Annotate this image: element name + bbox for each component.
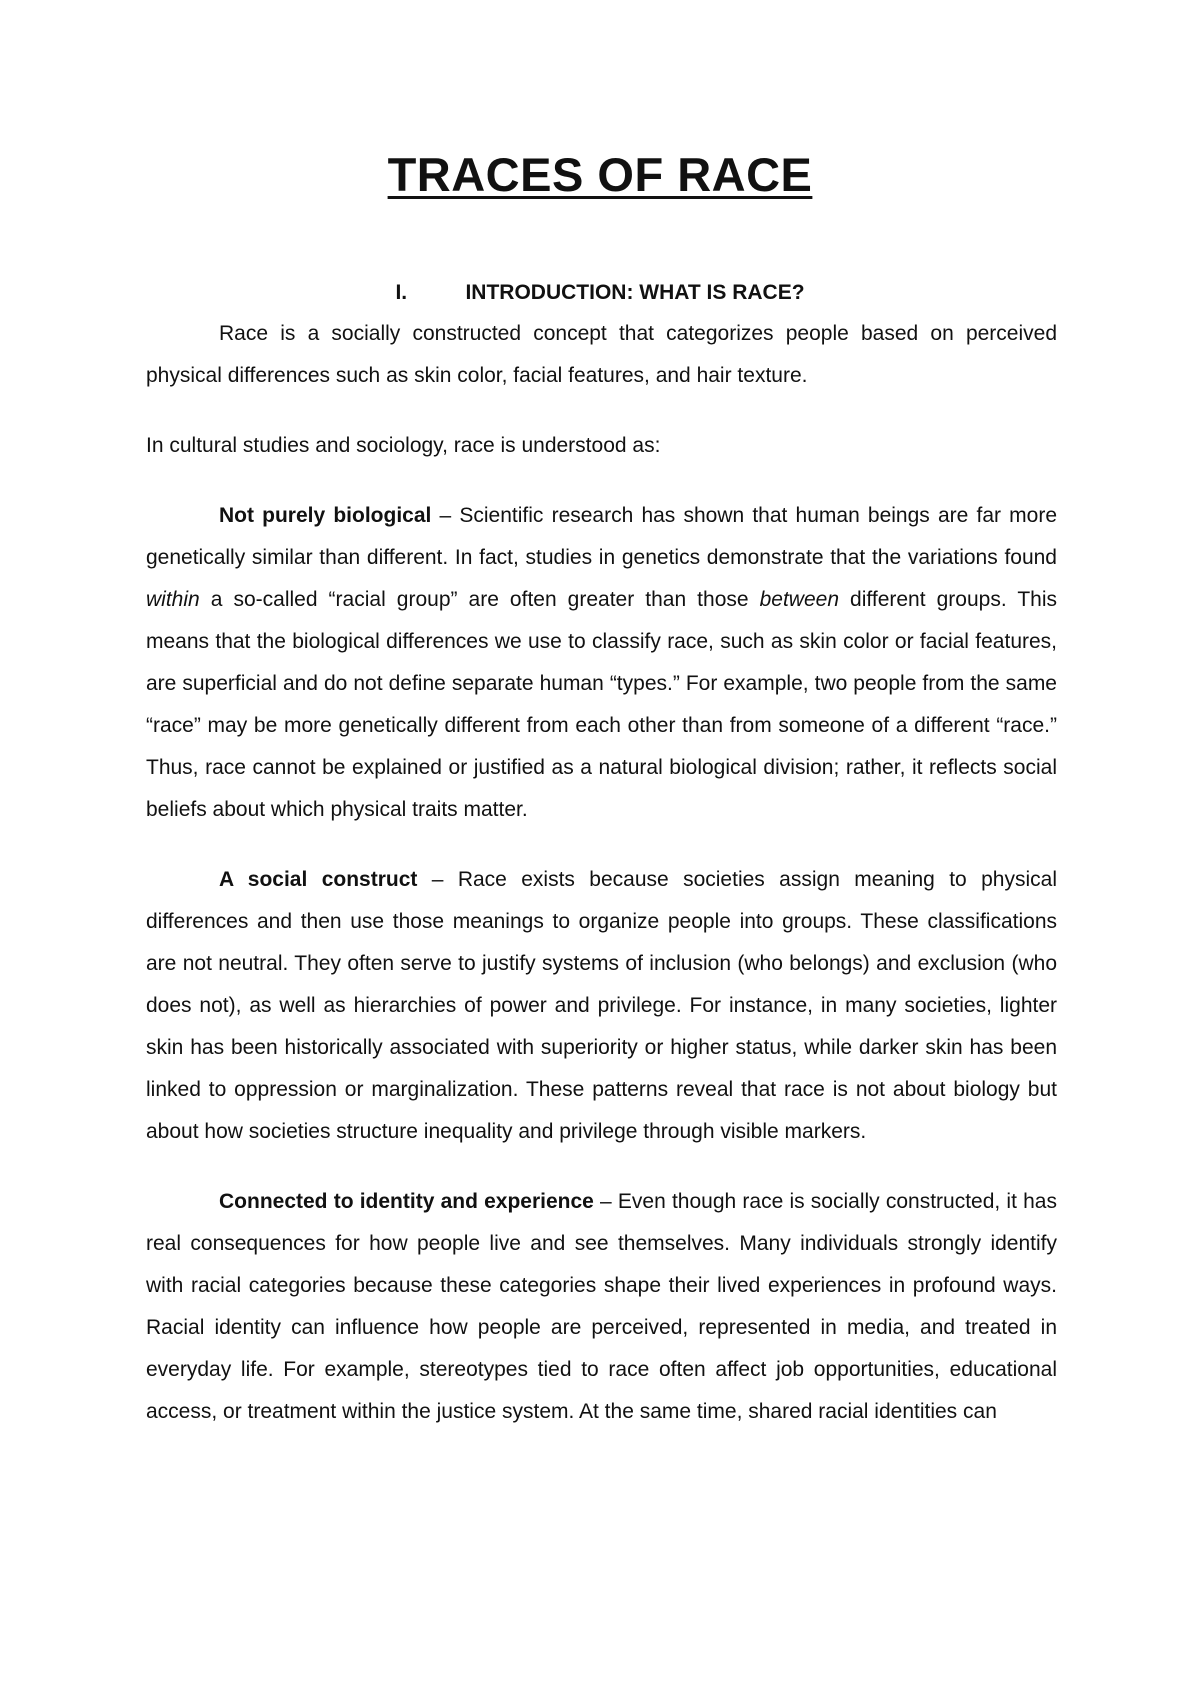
intro-paragraph: Race is a socially constructed concept that categorizes people based on perceived physical differences such as skin color, facial features, and hair texture. — [146, 322, 1057, 387]
point-text: – Race exists because societies assign meaning to physical differences and then use those meanings to organize people into groups. These classifications are not neutral. They often serve to justify systems of inclusion (who belongs) and exclusion (who does not), as well as hierarchies of power and privilege. For instance, in many societies, lighter skin has been historically associated with superiority or higher status, while darker skin has been linked to oppression or marginalization. These patterns reveal that race is not about biology but about how societies structure inequality and privilege through visible markers. — [146, 868, 1057, 1143]
lead-in-paragraph: In cultural studies and sociology, race is understood as: — [146, 434, 661, 457]
point-social-construct — [146, 859, 1057, 1153]
document-title — [0, 147, 1200, 203]
point-text: – Scientific research has shown that human beings are far more genetically similar than different. In fact, studies in genetics demonstrate that the variations found — [146, 504, 1057, 569]
section-numeral: I. — [395, 281, 408, 304]
point-text: a so-called “racial group” are often greater than those — [199, 588, 760, 611]
point-text: different groups. This means that the biological differences we use to classify race, such as skin color or facial features, are superficial and do not define separate human “types.” For example, two people from the same “race” may be more genetically different from each other than from someone of a different “race.” Thus, race cannot be explained or justified as a natural biological division; rather, it reflects social beliefs about which physical traits matter. — [146, 588, 1057, 821]
emphasis-between: between — [759, 588, 840, 611]
point-term: Connected to identity and experience — [219, 1190, 594, 1213]
point-term: Not purely biological — [219, 504, 432, 527]
point-not-purely-biological — [146, 495, 1057, 831]
section-heading — [0, 278, 1200, 308]
document-body — [146, 313, 1057, 1433]
point-identity-and-experience — [146, 1181, 1057, 1433]
document-title-text: TRACES OF RACE — [387, 148, 813, 201]
emphasis-within: within — [146, 588, 200, 611]
point-term: A social construct — [219, 868, 418, 891]
section-heading-text: INTRODUCTION: WHAT IS RACE? — [465, 281, 805, 304]
point-text: – Even though race is socially constructed, it has real consequences for how people live and see themselves. Many individuals strongly identify with racial categories because these categories shape their lived experiences in profound ways. Racial identity can influence how people are perceived, represented in media, and treated in everyday life. For example, stereotypes tied to race often affect job opportunities, educational access, or treatment within the justice system. At the same time, shared racial identities can — [146, 1190, 1057, 1423]
